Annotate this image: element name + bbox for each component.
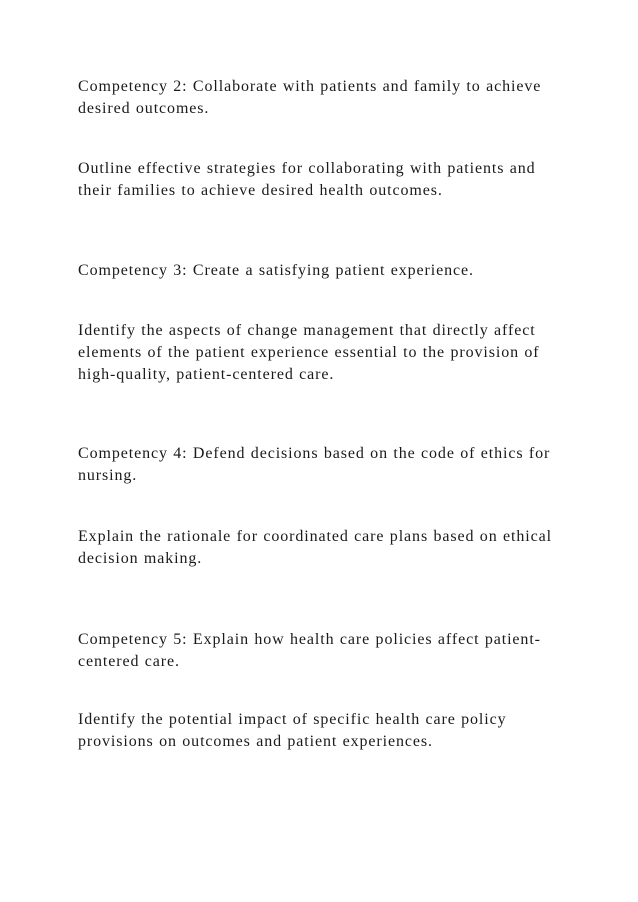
- competency-4-description: Explain the rationale for coordinated care plans based on ethical decision making.: [78, 528, 552, 567]
- competency-5-description: Identify the potential impact of specific health care policy provisions on outcomes and patient experiences.: [78, 711, 507, 750]
- competency-3-description: Identify the aspects of change management that directly affect elements of the patient experience essential to the provision of high-quality, patient-centered care.: [78, 322, 540, 383]
- competency-5-heading: Competency 5: Explain how health care policies affect patient- centered care.: [78, 631, 541, 670]
- competency-3-heading: Competency 3: Create a satisfying patient experience.: [78, 262, 474, 279]
- competency-4-heading: Competency 4: Defend decisions based on the code of ethics for nursing.: [78, 445, 551, 484]
- competency-2-heading: Competency 2: Collaborate with patients and family to achieve desired outcomes.: [78, 78, 542, 117]
- competency-2-description: Outline effective strategies for collaborating with patients and their families to achieve desired health outcomes.: [78, 160, 536, 199]
